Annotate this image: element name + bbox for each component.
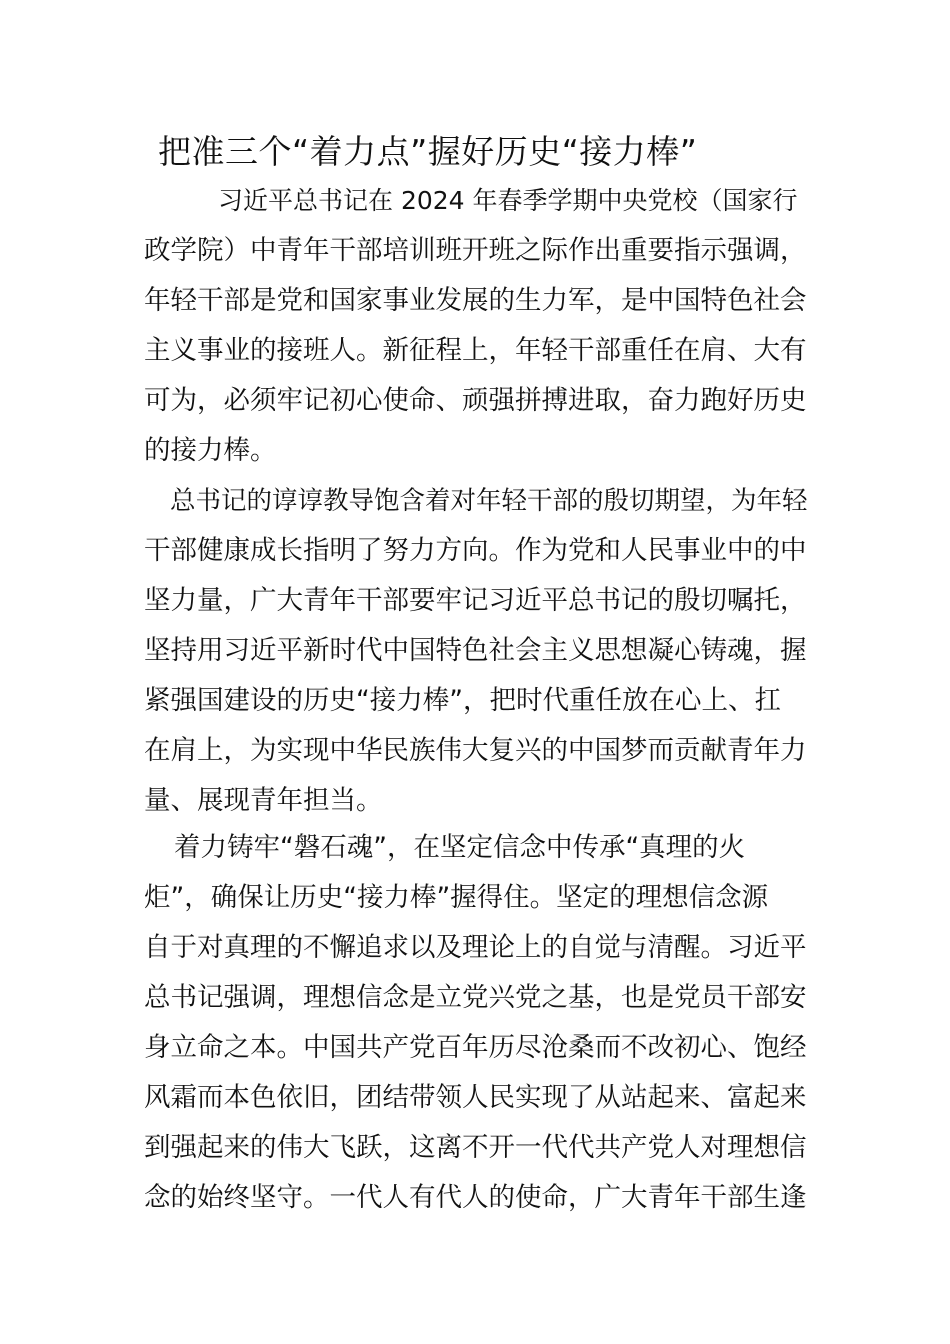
paragraph-2-line-5: 紧强国建设的历史“接力棒”，把时代重任放在心上、扛 bbox=[144, 685, 781, 716]
paragraph-3-line-1: 着力铸牢“磐石魂”，在坚定信念中传承“真理的火 bbox=[174, 832, 746, 863]
paragraph-2-line-1: 总书记的谆谆教导饱含着对年轻干部的殷切期望，为年轻 bbox=[170, 486, 808, 516]
paragraph-1-line-4: 主义事业的接班人。新征程上，年轻干部重任在肩、大有 bbox=[144, 335, 807, 366]
document-title: 把准三个“着力点”握好历史“接力棒” bbox=[158, 132, 698, 171]
paragraph-1-line-2: 政学院）中青年干部培训班开班之际作出重要指示强调， bbox=[144, 235, 807, 266]
paragraph-3-line-7: 到强起来的伟大飞跃，这离不开一代代共产党人对理想信 bbox=[144, 1132, 807, 1163]
paragraph-1-line-3: 年轻干部是党和国家事业发展的生力军，是中国特色社会 bbox=[144, 285, 807, 316]
paragraph-3-line-2: 炬”，确保让历史“接力棒”握得住。坚定的理想信念源 bbox=[144, 882, 769, 913]
paragraph-3-line-6: 风霜而本色依旧，团结带领人民实现了从站起来、富起来 bbox=[144, 1082, 807, 1113]
paragraph-3-line-8: 念的始终坚守。一代人有代人的使命，广大青年干部生逢 bbox=[144, 1182, 807, 1213]
paragraph-2-line-7: 量、展现青年担当。 bbox=[144, 785, 383, 816]
paragraph-1-line-6: 的接力棒。 bbox=[144, 435, 277, 466]
paragraph-2-line-3: 坚力量，广大青年干部要牢记习近平总书记的殷切嘱托， bbox=[144, 585, 807, 616]
paragraph-1-line-1: 习近平总书记在 2024 年春季学期中央党校（国家行 bbox=[218, 186, 798, 215]
paragraph-2-line-4: 坚持用习近平新时代中国特色社会主义思想凝心铸魂，握 bbox=[144, 635, 807, 666]
paragraph-3-line-4: 总书记强调，理想信念是立党兴党之基，也是党员干部安 bbox=[144, 982, 807, 1013]
paragraph-1-line-5: 可为，必须牢记初心使命、顽强拼搏进取，奋力跑好历史 bbox=[144, 385, 807, 416]
paragraph-3-line-3: 自于对真理的不懈追求以及理论上的自觉与清醒。习近平 bbox=[144, 932, 807, 963]
paragraph-2-line-2: 干部健康成长指明了努力方向。作为党和人民事业中的中 bbox=[144, 535, 807, 566]
paragraph-3-line-5: 身立命之本。中国共产党百年历尽沧桑而不改初心、饱经 bbox=[144, 1032, 807, 1063]
paragraph-2-line-6: 在肩上，为实现中华民族伟大复兴的中国梦而贡献青年力 bbox=[144, 735, 807, 766]
